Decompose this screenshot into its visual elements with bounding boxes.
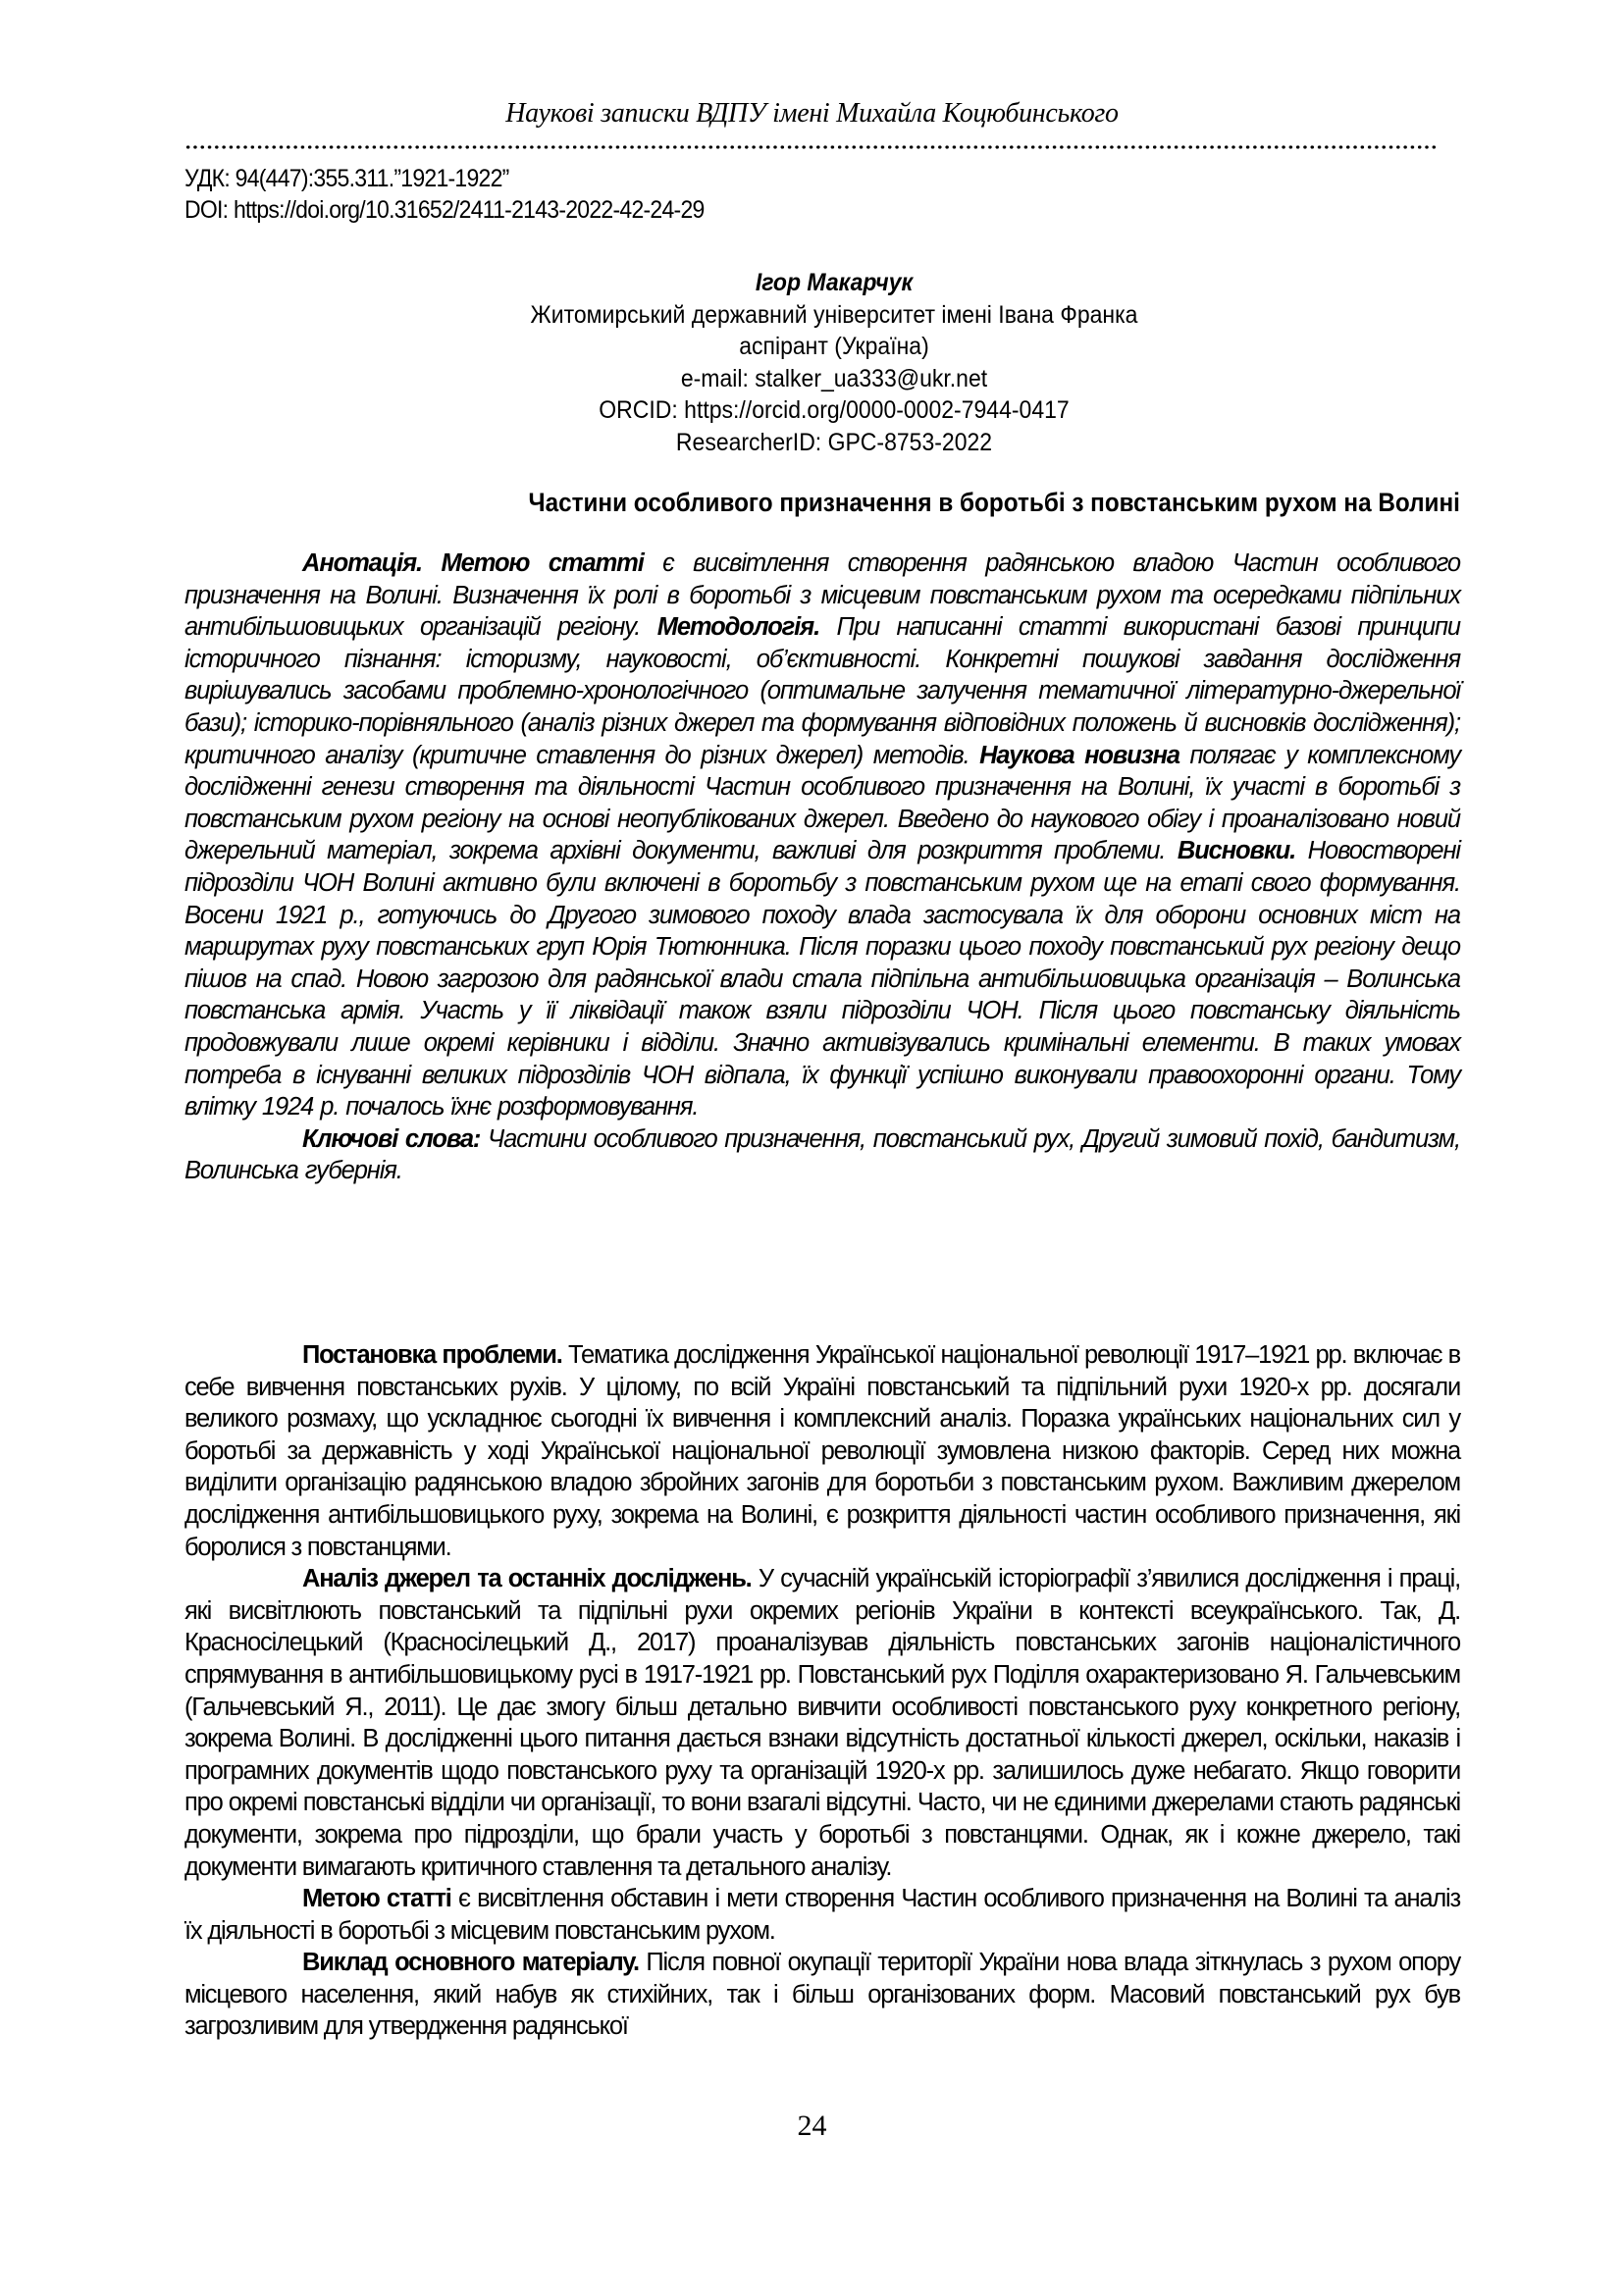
abstract-text-4: Новостворені підрозділи ЧОН Волині активно були включені в боротьбу з повстанським рухом ще на етапі свого формування. Восени 1921 р., готуючись до Другого зимового походу влада застосувала їх для оборони основних міст на маршрутах руху повстанських груп Юрія Тютюнника. Після поразки цього походу повстанський рух регіону дещо пішов на спад. Новою загрозою для радянської влади стала підпільна антибільшовицька організація – Волинська повстанська армія. Участь у її ліквідації також взяли підрозділи ЧОН. Після цього повстанську діяльність продовжували лише окремі керівники і відділи. Значно активізувались кримінальні елементи. В таких умовах потреба в існуванні великих підрозділів ЧОН відпала, їх функції успішно виконували правоохоронні органи. Тому влітку 1924 р. почалось їхнє розформовування. bbox=[184, 837, 1460, 1121]
section-problem-statement bbox=[184, 1339, 1460, 1563]
abstract-text-1: є висвітлення створення радянською владою Частин особливого призначення на Волині. Визначення їх ролі в боротьбі з місцевим повстанським рухом та осередками підпільних антибільшовицьких організацій регіону. bbox=[184, 549, 1460, 642]
author-affiliation: Житомирський державний університет імені Івана Франка bbox=[530, 300, 1138, 329]
section-text: Тематика дослідження Української національної революції 1917–1921 рр. включає в себе вивчення повстанських рухів. У цілому, по всій Україні повстанський та підпільний рухи 1920-х рр. досягали великого розмаху, що ускладнює сьогодні їх вивчення і комплексний аналіз. Поразка українських національних сил у боротьбі за державність у ході Української національної революції зумовлена низкою факторів. Серед них можна виділити організацію радянською владою збройних загонів для боротьби з повстанським рухом. Важливим джерелом дослідження антибільшовицького руху, зокрема на Волині, є розкриття діяльності частин особливого призначення, які боролися з повстанцями. bbox=[184, 1341, 1461, 1561]
section-heading: Метою статті bbox=[302, 1885, 451, 1913]
keywords-label: Ключові слова: bbox=[302, 1124, 481, 1153]
abstract-text-2: При написанні статті використані базові принципи історичного пізнання: історизму, науковості, об’єктивності. Конкретні пошукові завдання дослідження вирішувались засобами проблемно-хронологічного (оптимальне залучення тематичної літературно-джерельної бази); історико-порівняльного (аналіз різних джерел та формування відповідних положень й висновків дослідження); критичного аналізу (критичне ставлення до різних джерел) методів. bbox=[184, 613, 1460, 769]
conclusions-label: Висновки. bbox=[1177, 837, 1296, 865]
author-block bbox=[432, 267, 1236, 458]
section-source-analysis bbox=[184, 1563, 1460, 1883]
keywords-paragraph bbox=[184, 1123, 1460, 1187]
section-heading: Виклад основного матеріалу. bbox=[302, 1949, 639, 1977]
dotted-separator bbox=[184, 144, 1437, 150]
section-text: У сучасній українській історіографії з’явилися дослідження і праці, які висвітлюють повстанський та підпільні рухи окремих регіонів України в контексті всеукраїнського. Так, Д. Красносілецький (Красносілецький Д., 2017) проаналізував діяльність повстанських загонів націоналістичного спрямування в антибільшовицькому русі в 1917-1921 рр. Повстанський рух Поділля охарактеризовано Я. Гальчевським (Гальчевський Я., 2011). Це дає змогу більш детально вивчити особливості повстанського руху конкретного регіону, зокрема Волині. В дослідженні цього питання дається взнаки відсутність достатньої кількості джерел, оскільки, наказів і програмних документів щодо повстанського руху та організацій 1920-х рр. залишилось дуже небагато. Якщо говорити про окремі повстанські відділи чи організації, то вони взагалі відсутні. Часто, чи не єдиними джерелами стають радянські документи, зокрема про підрозділи, що брали участь у боротьбі з повстанцями. Однак, як і кожне джерело, такі документи вимагають критичного ставлення та детального аналізу. bbox=[184, 1565, 1461, 1881]
purpose-label: Метою статті bbox=[441, 549, 644, 577]
author-researcher-id: ResearcherID: GPC-8753-2022 bbox=[675, 428, 993, 456]
author-name: Ігор Макарчук bbox=[755, 269, 914, 296]
section-text: Після повної окупації території України нова влада зіткнулась з рухом опору місцевого населення, який набув як стихійних, так і більш організованих форм. Масовий повстанський рух був загрозливим для утвердження радянської bbox=[184, 1949, 1460, 2041]
page-number: 24 bbox=[797, 2110, 827, 2142]
novelty-label: Наукова новизна bbox=[979, 741, 1179, 769]
doi-link[interactable]: DOI: https://doi.org/10.31652/2411-2143-2022-42-24-29 bbox=[184, 196, 705, 224]
abstract-text-3: полягає у комплексному дослідженні генези створення та діяльності Частин особливого призначення на Волині, їх участі в боротьбі з повстанським рухом регіону на основі неопублікованих джерел. Введено до наукового обігу і проаналізовано новий джерельний матеріал, зокрема архівні документи, важливі для розкриття проблеми. bbox=[184, 741, 1460, 865]
section-heading: Постановка проблеми. bbox=[302, 1341, 562, 1369]
abstract bbox=[184, 547, 1460, 1187]
section-heading: Аналіз джерел та останніх досліджень. bbox=[302, 1565, 752, 1593]
section-text: є висвітлення обставин і мети створення Частин особливого призначення на Волині та аналіз їх діяльності в боротьбі з місцевим повстанським рухом. bbox=[184, 1885, 1460, 1945]
abstract-label: Анотація. bbox=[302, 549, 423, 577]
author-email[interactable]: e-mail: stalker_ua333@ukr.net bbox=[680, 364, 988, 392]
section-main-material bbox=[184, 1947, 1460, 2043]
main-text bbox=[184, 1339, 1460, 2043]
abstract-paragraph bbox=[184, 547, 1460, 1123]
section-article-purpose bbox=[184, 1883, 1460, 1947]
methodology-label: Методологія. bbox=[656, 613, 820, 642]
author-position: аспірант (Україна) bbox=[739, 333, 929, 360]
udc-code: УДК: 94(447):355.311.”1921-1922” bbox=[184, 165, 509, 192]
article-title: Частини особливого призначення в боротьбі з повстанським рухом на Волині bbox=[528, 488, 1460, 517]
journal-running-head: Наукові записки ВДПУ імені Михайла Коцюбинського bbox=[505, 98, 1119, 129]
author-orcid[interactable]: ORCID: https://orcid.org/0000-0002-7944-0417 bbox=[599, 396, 1070, 424]
keywords-text: Частини особливого призначення, повстанський рух, Другий зимовий похід, бандитизм, Волинська губернія. bbox=[184, 1124, 1460, 1185]
